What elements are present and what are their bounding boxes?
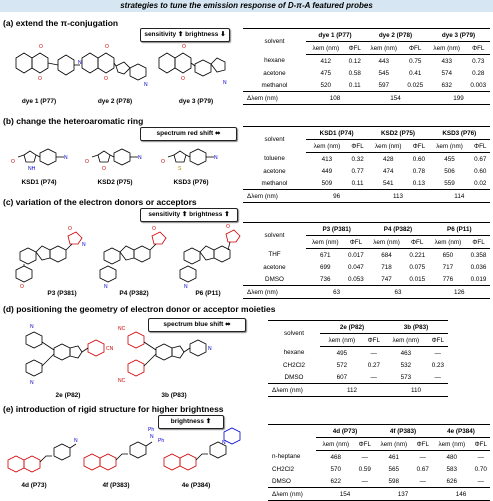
delta-value: 113 xyxy=(367,190,428,203)
table-cell: 671 xyxy=(319,251,331,259)
table-cell: 0.13 xyxy=(412,179,426,187)
section-e-badge: brightness ⬆ xyxy=(158,415,224,429)
table-cell: 433 xyxy=(441,57,452,65)
dye-header: dye 1 (P77) xyxy=(306,29,364,42)
solvent-header: solvent xyxy=(243,29,306,55)
svg-text:N: N xyxy=(82,242,86,248)
svg-text:N: N xyxy=(30,380,34,386)
table-cell: 597 xyxy=(378,81,389,89)
table-cell: — xyxy=(434,349,441,357)
table-cell: 736 xyxy=(319,275,331,283)
svg-text:O: O xyxy=(161,159,165,165)
dye-header: KSD3 (P76) xyxy=(429,127,490,140)
table-cell: hexane xyxy=(283,349,305,357)
table-cell: 0.32 xyxy=(351,155,364,163)
table-cell: 684 xyxy=(381,251,392,259)
table-cell: — xyxy=(419,477,426,485)
table-cell: 0.77 xyxy=(351,167,364,175)
section-e-heading: (e) introduction of rigid structure for higher brightness xyxy=(3,404,224,414)
table-cell: 0.003 xyxy=(470,81,487,89)
ksd1-label: KSD1 (P74) xyxy=(21,179,57,186)
svg-text:N: N xyxy=(223,80,227,86)
ksd2-label: KSD2 (P75) xyxy=(97,179,133,186)
table-cell: 0.59 xyxy=(358,465,371,473)
table-cell: hexane xyxy=(264,57,285,65)
svg-text:N: N xyxy=(64,155,68,161)
table-cell: 0.221 xyxy=(409,251,426,259)
table-cell: 573 xyxy=(400,373,412,381)
table-cell: 0.02 xyxy=(474,179,487,187)
lem-header: λem (nm) xyxy=(364,42,404,55)
table-cell: — xyxy=(370,349,377,357)
svg-text:N: N xyxy=(150,434,154,440)
section-c-table xyxy=(243,222,490,299)
lem-header: λem (nm) xyxy=(306,236,345,249)
delta-label: Δλem (nm) xyxy=(243,190,306,203)
table-cell: — xyxy=(370,373,377,381)
lem-header: λem (nm) xyxy=(306,42,346,55)
table-cell: 0.70 xyxy=(474,465,487,473)
delta-value: 108 xyxy=(306,92,364,105)
svg-text:N: N xyxy=(30,324,34,330)
dye-3-structure xyxy=(155,40,240,90)
section-a-table xyxy=(243,28,490,105)
table-cell: 449 xyxy=(321,167,333,175)
phi-header: ΦFL xyxy=(428,334,448,347)
dye-3-label: dye 3 (P79) xyxy=(178,98,214,105)
table-cell: 570 xyxy=(330,465,342,473)
table-cell: 0.41 xyxy=(409,69,422,77)
table-cell: 412 xyxy=(320,57,332,65)
3b-structure xyxy=(118,320,218,388)
table-cell: 0.025 xyxy=(407,81,424,89)
table-cell: 747 xyxy=(381,275,392,283)
phi-header: ΦFL xyxy=(345,236,368,249)
table-cell: 650 xyxy=(442,251,454,259)
4d-structure xyxy=(4,432,84,480)
table-cell: 520 xyxy=(320,81,332,89)
lem-header: λem (nm) xyxy=(316,438,356,451)
dye-2-label: dye 2 (P78) xyxy=(97,98,133,105)
table-cell: 572 xyxy=(336,361,348,369)
table-cell: — xyxy=(361,453,368,461)
table-cell: 509 xyxy=(321,179,333,187)
phi-header: ΦFL xyxy=(414,438,432,451)
table-cell: 559 xyxy=(444,179,455,187)
table-cell: 474 xyxy=(382,167,394,175)
svg-text:S: S xyxy=(178,166,182,172)
table-cell: — xyxy=(477,453,484,461)
ksd3-label: KSD3 (P76) xyxy=(173,179,209,186)
table-cell: methanol xyxy=(261,81,288,89)
table-cell: 565 xyxy=(388,465,400,473)
table-cell: 461 xyxy=(388,453,400,461)
lem-header: λem (nm) xyxy=(367,140,409,153)
table-cell: 622 xyxy=(330,477,342,485)
delta-value: 112 xyxy=(320,384,384,397)
table-cell: 607 xyxy=(336,373,348,381)
lem-header: λem (nm) xyxy=(367,236,406,249)
table-cell: 475 xyxy=(320,69,332,77)
svg-text:O: O xyxy=(38,76,42,82)
dye-header: P4 (P382) xyxy=(367,223,428,236)
solvent-header xyxy=(268,425,316,451)
phi-header: ΦFL xyxy=(409,140,428,153)
svg-text:O: O xyxy=(182,44,186,50)
phi-header: ΦFL xyxy=(356,438,374,451)
table-cell: acetone xyxy=(263,263,286,271)
dye-header: 2e (P82) xyxy=(320,321,384,334)
table-cell: 0.11 xyxy=(348,81,361,89)
svg-text:N: N xyxy=(104,284,108,290)
table-cell: 0.036 xyxy=(470,263,487,271)
table-cell: 0.358 xyxy=(470,251,487,259)
table-cell: 0.60 xyxy=(474,167,487,175)
table-cell: 699 xyxy=(319,263,331,271)
phi-header: ΦFL xyxy=(406,236,429,249)
table-cell: 0.75 xyxy=(409,57,422,65)
svg-text:O: O xyxy=(85,159,89,165)
phi-header: ΦFL xyxy=(472,438,490,451)
table-cell: 545 xyxy=(378,69,389,77)
phi-header: ΦFL xyxy=(364,334,384,347)
table-cell: n-heptane xyxy=(272,453,301,461)
table-cell: 0.58 xyxy=(348,69,361,77)
section-e-table xyxy=(268,424,490,501)
dye-header: KSD2 (P75) xyxy=(367,127,428,140)
section-a-heading: (a) extend the π-conjugation xyxy=(3,18,119,28)
table-cell: DMSO xyxy=(265,275,284,283)
svg-text:N: N xyxy=(74,438,78,444)
delta-value: 154 xyxy=(364,92,427,105)
table-cell: 583 xyxy=(446,465,458,473)
delta-value: 137 xyxy=(374,488,432,501)
table-cell: 574 xyxy=(441,69,452,77)
delta-value: 114 xyxy=(429,190,490,203)
table-cell: 0.27 xyxy=(367,361,380,369)
table-cell: 413 xyxy=(321,155,333,163)
table-cell: acetone xyxy=(263,69,286,77)
table-cell: — xyxy=(419,453,426,461)
lem-header: λem (nm) xyxy=(306,140,348,153)
table-cell: 0.053 xyxy=(348,275,364,283)
table-cell: 463 xyxy=(400,349,412,357)
table-cell: 443 xyxy=(378,57,389,65)
2e-label: 2e (P82) xyxy=(55,392,81,399)
table-cell: 598 xyxy=(388,477,400,485)
table-cell: 495 xyxy=(336,349,348,357)
svg-text:O: O xyxy=(39,44,43,50)
table-cell: methanol xyxy=(261,179,288,187)
svg-text:O: O xyxy=(181,76,185,82)
delta-label: Δλem (nm) xyxy=(268,384,320,397)
svg-text:NC: NC xyxy=(118,326,126,332)
table-cell: 0.11 xyxy=(351,179,364,187)
svg-text:O: O xyxy=(20,284,24,290)
lem-header: λem (nm) xyxy=(432,438,472,451)
section-a-badge: sensitivity ⬆ brightness ⬇ xyxy=(140,28,230,42)
delta-value: 154 xyxy=(316,488,374,501)
dye-1-structure xyxy=(8,40,83,85)
svg-text:NH: NH xyxy=(28,166,36,172)
delta-label: Δλem (nm) xyxy=(268,488,316,501)
svg-text:O: O xyxy=(68,226,72,232)
4e-label: 4e (P384) xyxy=(181,482,211,489)
table-cell: — xyxy=(361,477,368,485)
svg-text:N: N xyxy=(184,284,188,290)
solvent-header: solvent xyxy=(243,127,306,153)
delta-value: 146 xyxy=(432,488,490,501)
section-b-heading: (b) change the heteroaromatic ring xyxy=(3,116,144,126)
table-cell: 0.015 xyxy=(409,275,426,283)
delta-label: Δλem (nm) xyxy=(243,92,306,105)
table-cell: 0.60 xyxy=(412,155,426,163)
svg-text:O: O xyxy=(11,159,15,165)
table-cell: CH2Cl2 xyxy=(282,361,306,369)
dye-header: 4d (P73) xyxy=(316,425,374,438)
table-cell: CH2Cl2 xyxy=(272,465,295,473)
svg-text:N: N xyxy=(214,155,218,161)
p6-structure xyxy=(170,222,242,290)
table-cell: 0.12 xyxy=(348,57,361,65)
svg-text:Ph: Ph xyxy=(148,427,155,433)
svg-text:Ph: Ph xyxy=(158,438,165,444)
solvent-header: solvent xyxy=(268,321,320,347)
table-cell: — xyxy=(477,477,484,485)
phi-header: ΦFL xyxy=(467,42,491,55)
lem-header: λem (nm) xyxy=(427,42,467,55)
dye-header: dye 3 (P79) xyxy=(427,29,490,42)
svg-text:O: O xyxy=(104,76,108,82)
lem-header: λem (nm) xyxy=(429,236,468,249)
section-d-heading: (d) positioning the geometry of electron donor or acceptor moieties xyxy=(3,304,276,314)
delta-value: 110 xyxy=(384,384,448,397)
svg-text:N: N xyxy=(144,82,148,88)
svg-text:O: O xyxy=(226,224,230,230)
section-d-table xyxy=(268,320,448,397)
table-cell: THF xyxy=(268,251,281,259)
table-cell: 480 xyxy=(446,453,458,461)
table-cell: 0.019 xyxy=(470,275,487,283)
lem-header: λem (nm) xyxy=(384,334,428,347)
dye-header: 3b (P83) xyxy=(384,321,448,334)
table-cell: 718 xyxy=(381,263,392,271)
table-cell: 0.78 xyxy=(412,167,426,175)
dye-2-structure xyxy=(78,40,158,90)
svg-text:O: O xyxy=(105,44,109,50)
dye-header: 4e (P384) xyxy=(432,425,490,438)
4f-label: 4f (P383) xyxy=(102,482,130,489)
p3-label: P3 (P381) xyxy=(47,290,77,297)
table-cell: 0.017 xyxy=(348,251,364,259)
delta-value: 126 xyxy=(429,286,490,299)
4d-label: 4d (P73) xyxy=(21,482,47,489)
ksd3-structure xyxy=(158,143,230,173)
table-cell: 428 xyxy=(382,155,394,163)
table-cell: 717 xyxy=(442,263,454,271)
lem-header: λem (nm) xyxy=(320,334,364,347)
phi-header: ΦFL xyxy=(470,140,490,153)
table-cell: 0.28 xyxy=(472,69,485,77)
table-cell: 632 xyxy=(441,81,452,89)
table-cell: 0.047 xyxy=(348,263,364,271)
svg-text:N: N xyxy=(78,60,82,66)
p3-structure xyxy=(6,222,90,290)
p4-label: P4 (P382) xyxy=(119,290,149,297)
lem-header: λem (nm) xyxy=(429,140,471,153)
svg-text:O: O xyxy=(152,226,156,232)
section-b-table xyxy=(243,126,490,203)
phi-header: ΦFL xyxy=(404,42,427,55)
dye-1-label: dye 1 (P77) xyxy=(21,98,57,105)
delta-value: 199 xyxy=(427,92,490,105)
4f-structure xyxy=(80,424,170,480)
table-cell: 776 xyxy=(442,275,454,283)
table-cell: 455 xyxy=(444,155,455,163)
3b-label: 3b (P83) xyxy=(161,392,187,399)
p4-structure xyxy=(90,222,172,290)
table-cell: — xyxy=(434,373,441,381)
table-cell: 506 xyxy=(444,167,455,175)
ksd2-structure xyxy=(82,143,154,173)
phi-header: ΦFL xyxy=(346,42,364,55)
section-b-badge: spectrum red shift ⬌ xyxy=(140,127,237,141)
p6-label: P6 (P11) xyxy=(195,290,221,297)
table-cell: 541 xyxy=(382,179,394,187)
table-cell: 0.075 xyxy=(409,263,426,271)
table-cell: 0.67 xyxy=(474,155,487,163)
ksd1-structure xyxy=(8,143,80,173)
table-cell: 0.73 xyxy=(472,57,485,65)
delta-value: 63 xyxy=(367,286,428,299)
svg-text:N: N xyxy=(222,440,226,446)
2e-structure xyxy=(20,320,116,388)
section-d-badge: spectrum blue shift ⬌ xyxy=(148,318,246,332)
4e-structure xyxy=(160,424,244,480)
table-cell: 532 xyxy=(400,361,412,369)
table-cell: DMSO xyxy=(284,373,304,381)
delta-label: Δλem (nm) xyxy=(243,286,306,299)
table-cell: acetone xyxy=(263,167,286,175)
table-cell: 0.23 xyxy=(431,361,444,369)
delta-value: 63 xyxy=(306,286,367,299)
svg-text:N: N xyxy=(208,346,212,352)
solvent-header: solvent xyxy=(243,223,306,249)
phi-header: ΦFL xyxy=(467,236,490,249)
table-cell: DMSO xyxy=(272,477,291,485)
svg-text:O: O xyxy=(102,166,106,172)
dye-header: KSD1 (P74) xyxy=(306,127,367,140)
svg-text:CN: CN xyxy=(106,346,114,352)
svg-text:N: N xyxy=(138,155,142,161)
table-cell: 468 xyxy=(330,453,342,461)
phi-header: ΦFL xyxy=(348,140,367,153)
svg-text:NC: NC xyxy=(118,378,126,384)
dye-header: P3 (P381) xyxy=(306,223,367,236)
section-c-badge: sensitivity ⬆ brightness ⬆ xyxy=(140,208,238,222)
table-cell: 0.67 xyxy=(416,465,429,473)
dye-header: dye 2 (P78) xyxy=(364,29,427,42)
table-cell: toluene xyxy=(264,155,285,163)
table-cell: 626 xyxy=(446,477,458,485)
lem-header: λem (nm) xyxy=(374,438,414,451)
dye-header: 4f (P383) xyxy=(374,425,432,438)
section-c-heading: (c) variation of the electron donors or acceptors xyxy=(3,197,197,207)
delta-value: 96 xyxy=(306,190,367,203)
figure-title: strategies to tune the emission response of D-π-A featured probes xyxy=(0,0,493,12)
dye-header: P6 (P11) xyxy=(429,223,490,236)
